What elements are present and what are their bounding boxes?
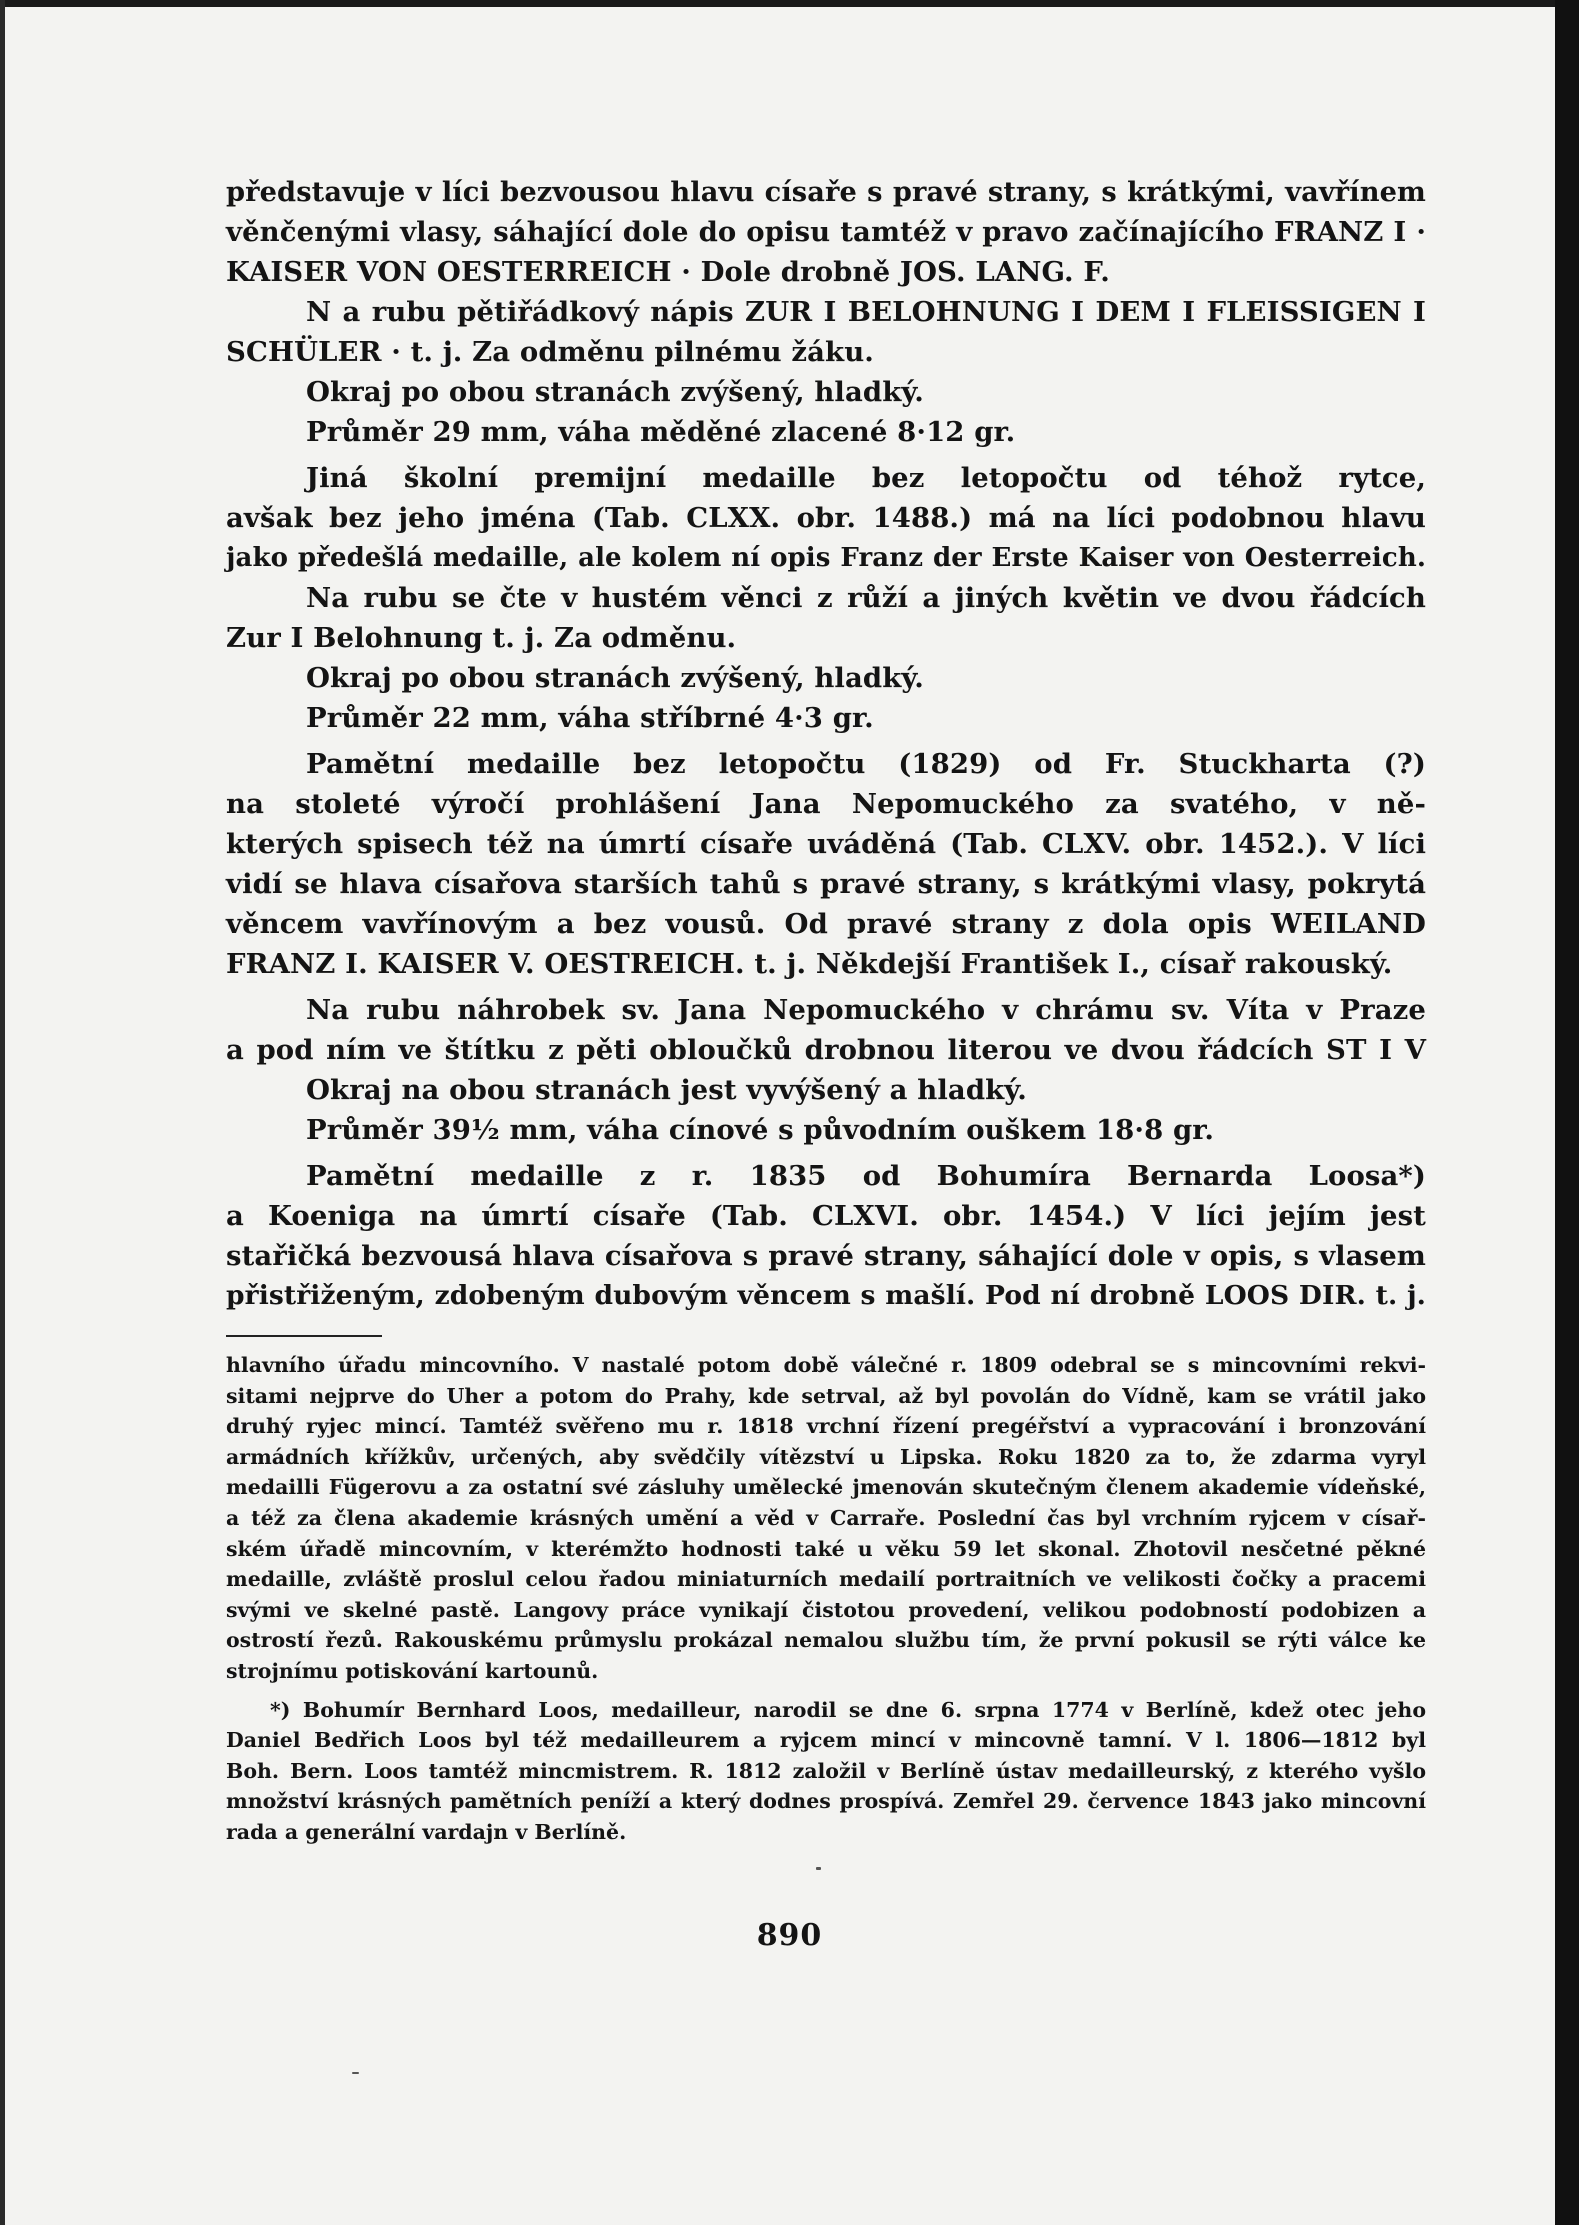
footnote-line: medailli Fügerovu a za ostatní své zásluhy umělecké jmenován skutečným členem akademie vídeňské, <box>226 1475 1426 1500</box>
text-line: Pamětní medaille z r. 1835 od Bohumíra Bernarda Loosa*) <box>306 1160 1426 1192</box>
text-line: Okraj na obou stranách jest vyvýšený a hladký. <box>306 1074 1027 1106</box>
text-line: Okraj po obou stranách zvýšený, hladký. <box>306 376 924 408</box>
footnote-line: medaille, zvláště proslul celou řadou miniaturních medailí portraitních ve velikosti čočky a pracemi <box>226 1567 1426 1592</box>
text-line: vidí se hlava císařova starších tahů s pravé strany, s krátkými vlasy, pokrytá <box>226 868 1426 900</box>
text-line: Na rubu náhrobek sv. Jana Nepomuckého v chrámu sv. Víta v Praze <box>306 994 1426 1026</box>
text-line: Na rubu se čte v hustém věnci z růží a jiných květin ve dvou řádcích <box>306 582 1426 614</box>
text-line: Zur I Belohnung t. j. Za odměnu. <box>226 622 737 654</box>
text-line: věncem vavřínovým a bez vousů. Od pravé strany z dola opis WEILAND <box>226 908 1426 940</box>
text-line: SCHÜLER · t. j. Za odměnu pilnému žáku. <box>226 336 874 368</box>
text-line: Průměr 39½ mm, váha cínové s původním ouškem 18·8 gr. <box>306 1114 1215 1146</box>
text-line: jako předešlá medaille, ale kolem ní opis Franz der Erste Kaiser von Oesterreich. <box>226 543 1426 573</box>
text-line: Pamětní medaille bez letopočtu (1829) od Fr. Stuckharta (?) <box>306 748 1426 780</box>
text-line: představuje v líci bezvousou hlavu císaře s pravé strany, s krátkými, vavřínem <box>226 176 1426 208</box>
main-text <box>226 172 1426 1316</box>
text-line: FRANZ I. KAISER V. OESTREICH. t. j. Někdejší František I., císař rakouský. <box>226 948 1393 980</box>
footnote-line: strojnímu potiskování kartounů. <box>226 1658 599 1683</box>
footnote-line: druhý ryjec mincí. Tamtéž svěřeno mu r. 1818 vrchní řízení pregéřství a vypracování i bronzování <box>226 1414 1426 1439</box>
text-line: avšak bez jeho jména (Tab. CLXX. obr. 1488.) má na líci podobnou hlavu <box>226 502 1426 534</box>
text-line: stařičká bezvousá hlava císařova s pravé strany, sáhající dole v opis, s vlasem <box>226 1240 1426 1272</box>
page-number: 890 <box>756 1918 823 1953</box>
scan-border-top <box>0 0 1579 7</box>
footnote-line: armádních křížkův, určených, aby svědčily vítězství u Lipska. Roku 1820 za to, že zdarma vyryl <box>226 1444 1426 1469</box>
scan-border-left <box>0 0 5 2225</box>
footnote-line: Boh. Bern. Loos tamtéž mincmistrem. R. 1812 založil v Berlíně ústav medailleurský, z kterého vyšlo <box>226 1758 1426 1783</box>
footnote-line: a též za člena akademie krásných umění a věd v Carraře. Poslední čas byl vrchním ryjcem v císař- <box>226 1505 1426 1530</box>
footnote-line: hlavního úřadu mincovního. V nastalé potom době válečné r. 1809 odebral se s mincovními rekvi- <box>226 1353 1426 1377</box>
text-line: Průměr 22 mm, váha stříbrné 4·3 gr. <box>306 702 874 734</box>
footnote-line: ském úřadě mincovním, v kterémžto hodnosti také u věku 59 let skonal. Zhotovil nesčetné pěkné <box>226 1536 1426 1561</box>
footnote-line: sitami nejprve do Uher a potom do Prahy, kde setrval, až byl povolán do Vídně, kam se vrátil jako <box>226 1383 1426 1408</box>
text-line: přistřiženým, zdobeným dubovým věncem s mašlí. Pod ní drobně LOOS DIR. t. j. <box>226 1280 1426 1311</box>
footnote-line: množství krásných pamětních peníží a který dodnes prospívá. Zemřel 29. července 1843 jako mincovní <box>226 1789 1426 1814</box>
footnote-line: Daniel Bedřich Loos byl též medailleurem a ryjcem mincí v mincovně tamní. V l. 1806—1812 byl <box>226 1728 1426 1753</box>
text-line: KAISER VON OESTERREICH · Dole drobně JOS. LANG. F. <box>226 256 1110 288</box>
footnote-line: svými ve skelné pastě. Langovy práce vynikají čistotou provedení, velikou podobností podobizen a <box>226 1597 1426 1622</box>
footnote-divider <box>226 1335 382 1337</box>
scan-speck <box>352 2072 359 2074</box>
text-line: Jiná školní premijní medaille bez letopočtu od téhož rytce, <box>306 462 1426 494</box>
footnote-line: ostrostí řezů. Rakouskému průmyslu prokázal nemalou službu tím, že první pokusil se rýti válce ke <box>226 1628 1426 1653</box>
text-line: N a rubu pětiřádkový nápis ZUR I BELOHNUNG I DEM I FLEISSIGEN I <box>306 296 1426 328</box>
footnote-line: *) Bohumír Bernhard Loos, medailleur, narodil se dne 6. srpna 1774 v Berlíně, kdež otec jeho <box>270 1697 1426 1722</box>
scan-border-right <box>1555 0 1579 2225</box>
text-line: věnčenými vlasy, sáhající dole do opisu tamtéž v pravo začínajícího FRANZ I · <box>226 216 1426 248</box>
text-line: na stoleté výročí prohlášení Jana Nepomuckého za svatého, v ně- <box>226 788 1426 820</box>
text-line: a pod ním ve štítku z pěti obloučků drobnou literou ve dvou řádcích ST I V <box>226 1034 1426 1066</box>
text-line: kterých spisech též na úmrtí císaře uváděná (Tab. CLXV. obr. 1452.). V líci <box>226 828 1426 860</box>
footnote-line: rada a generální vardajn v Berlíně. <box>226 1819 627 1844</box>
text-line: Průměr 29 mm, váha měděné zlacené 8·12 gr. <box>306 416 1016 448</box>
footnotes <box>226 1350 1426 1848</box>
text-line: Okraj po obou stranách zvýšený, hladký. <box>306 662 924 694</box>
text-line: a Koeniga na úmrtí císaře (Tab. CLXVI. obr. 1454.) V líci jejím jest <box>226 1200 1426 1232</box>
scan-speck <box>816 1867 821 1870</box>
